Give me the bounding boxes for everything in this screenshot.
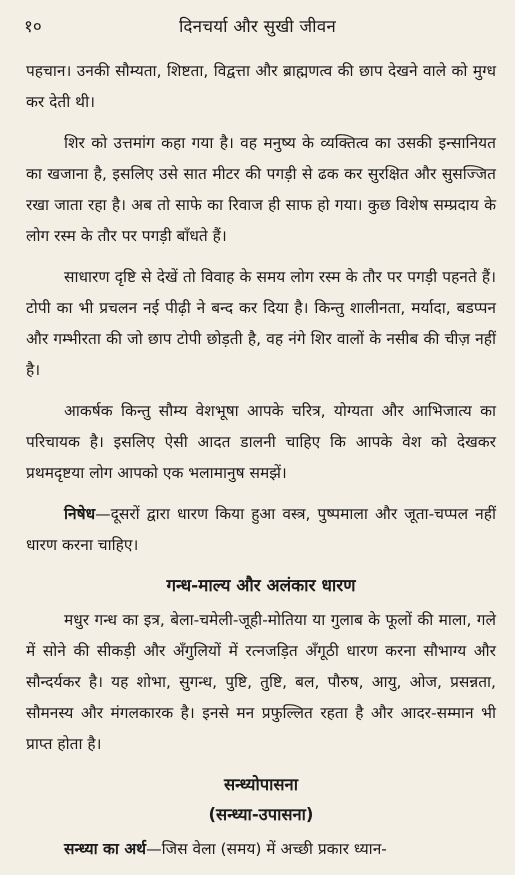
sandhya-meaning-label: सन्ध्या का अर्थ [64, 840, 147, 858]
section-subheading-sandhya: (सन्ध्या-उपासना) [208, 805, 314, 824]
paragraph-4: आकर्षक किन्तु सौम्य वेशभूषा आपके चरित्र, योग्यता और आभिजात्य का परिचायक है। इसलिए ऐसी आदत डालनी चाहिए कि आपके वेश को देखकर प्रथमदृष्टया लोग आपको एक भलामानुष समझें। [26, 402, 496, 482]
paragraph-3: साधारण दृष्टि से देखें तो विवाह के समय लोग रस्म के तौर पर पगड़ी पहनते हैं। टोपी का भी प्रचलन नई पीढ़ी ने बन्द कर दिया है। किन्तु शालीनता, मर्यादा, बडप्पन और गम्भीरता की जो छाप टोपी छोड़ती है, वह नंगे शिर वालों के नसीब की चीज़ नहीं है। [26, 268, 496, 379]
body-text [26, 56, 496, 875]
paragraph-1: पहचान। उनकी सौम्यता, शिष्टता, विद्वत्ता और ब्राह्मणत्व की छाप देखने वाले को मुग्ध कर देती थी। [26, 62, 496, 111]
prohibition-text: —दूसरों द्वारा धारण किया हुआ वस्त्र, पुष्पमाला और जूता-चप्पल नहीं धारण करना चाहिए। [26, 505, 496, 554]
running-title: दिनचर्या और सुखी जीवन [179, 17, 336, 37]
paragraph-2: शिर को उत्तमांग कहा गया है। वह मनुष्य के व्यक्तित्व का उसकी इन्सानियत का खजाना है, इसलिए उसे सात मीटर की पगड़ी से ढक कर सुरक्षित और सुसज्जित रखा जाता रहा है। अब तो साफे का रिवाज ही साफ हो गया। कुछ विशेष सम्प्रदाय के लोग रस्म के तौर पर पगड़ी बाँधते हैं। [26, 134, 496, 245]
paragraph-7 [26, 834, 496, 865]
paragraph-6: मधुर गन्ध का इत्र, बेला-चमेली-जूही-मोतिया या गुलाब के फूलों की माला, गले में सोने की सीकड़ी और अँगुलियों में रत्नजड़ित अँगूठी धारण करना सौभाग्य और सौन्दर्यकर है। यह शोभा, सुगन्ध, पुष्टि, तुष्टि, बल, पौरुष, आयु, ओज, प्रसन्नता, सौमनस्य और मंगलकारक है। इनसे मन प्रफुल्लित रहता है और आदर-सम्मान भी प्राप्त होता है। [26, 611, 496, 753]
page-number: १० [24, 17, 42, 37]
page-header [0, 14, 515, 38]
prohibition-label: निषेध [64, 505, 96, 523]
section-heading-fragrance: गन्ध-माल्य और अलंकार धारण [166, 576, 356, 596]
sandhya-meaning-text: —जिस वेला (समय) में अच्छी प्रकार ध्यान- [146, 840, 387, 858]
paragraph-prohibition [26, 499, 496, 561]
section-heading-sandhya: सन्ध्योपासना [223, 775, 298, 794]
